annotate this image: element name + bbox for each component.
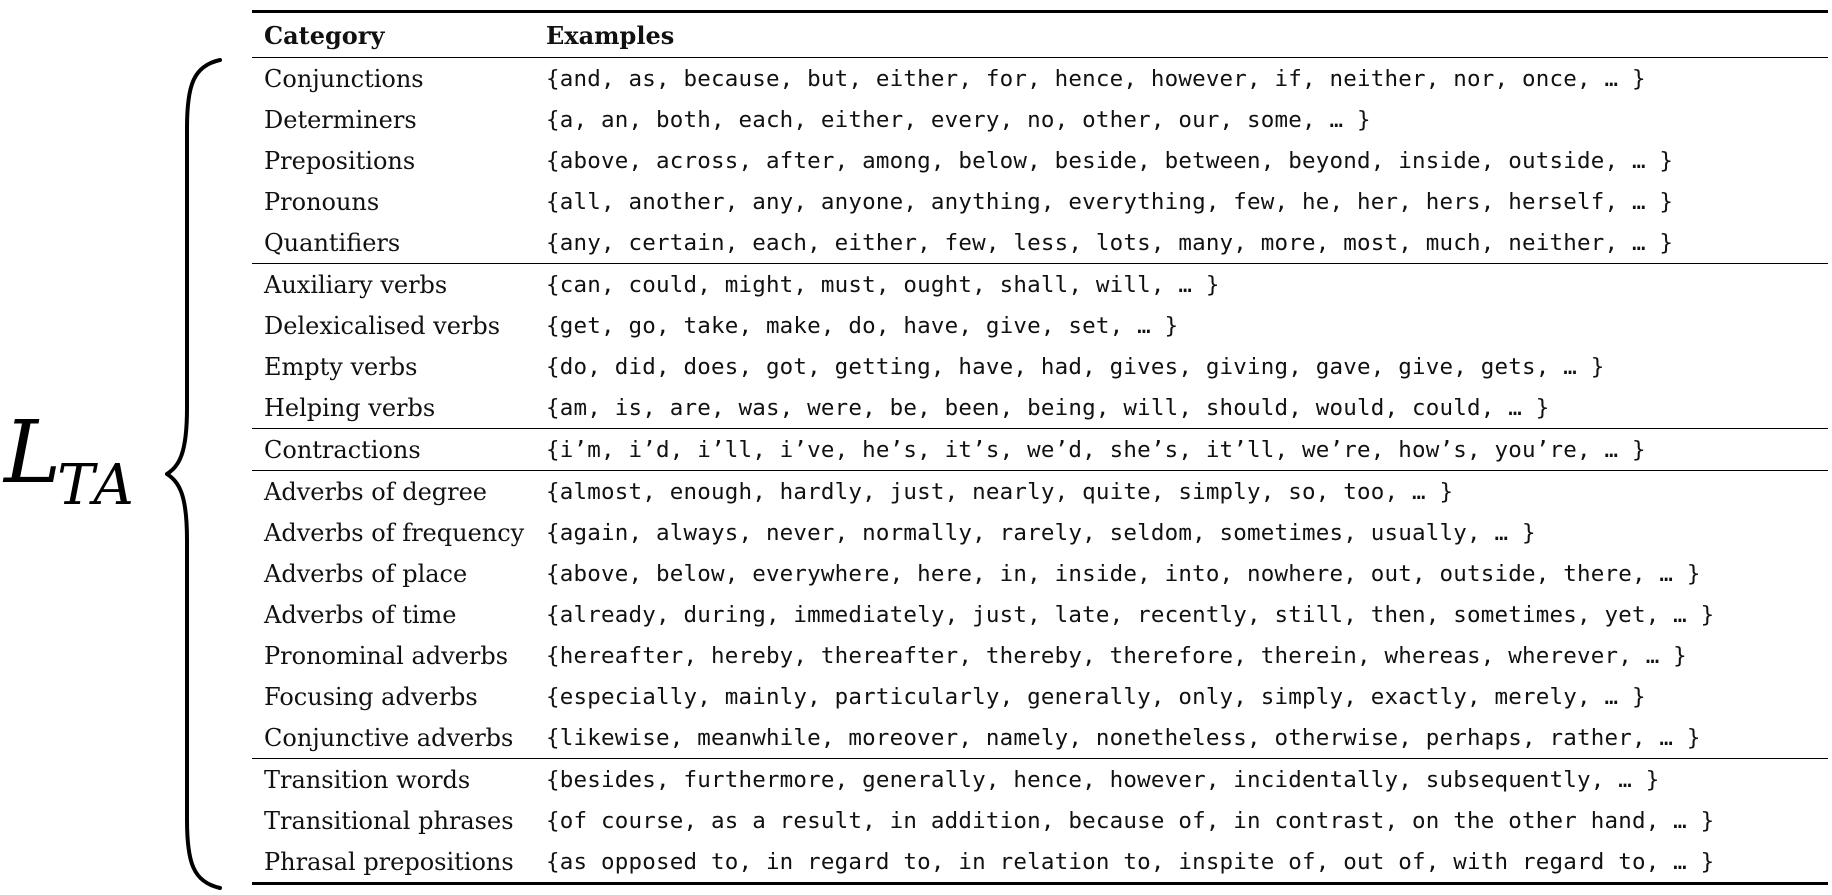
table-row: [252, 140, 1828, 181]
table-row: [252, 58, 1828, 100]
category-cell: Quantifiers: [264, 228, 401, 257]
table-row: [252, 635, 1828, 676]
left-brace: [165, 58, 225, 890]
examples-cell: {i’m, i’d, i’ll, i’ve, he’s, it’s, we’d, she’s, it’ll, we’re, how’s, you’re, … }: [534, 429, 1828, 471]
table-row: [252, 264, 1828, 306]
table-row: [252, 429, 1828, 471]
examples-cell: {get, go, take, make, do, have, give, set, … }: [546, 312, 1179, 339]
category-cell: Transition words: [252, 759, 534, 801]
examples-cell: {again, always, never, normally, rarely, seldom, sometimes, usually, … }: [546, 519, 1536, 546]
table-row: [252, 717, 1828, 759]
examples-cell: {all, another, any, anyone, anything, everything, few, he, her, hers, herself, … }: [546, 188, 1674, 215]
table-row: [252, 594, 1828, 635]
table-row: [252, 471, 1828, 513]
examples-cell: {do, did, does, got, getting, have, had, gives, giving, gave, give, gets, … }: [546, 353, 1605, 380]
table-row: [252, 800, 1828, 841]
category-cell: Delexicalised verbs: [264, 311, 501, 340]
table-row: [252, 222, 1828, 264]
category-cell: Determiners: [264, 105, 417, 134]
examples-cell: {and, as, because, but, either, for, hence, however, if, neither, nor, once, … }: [546, 65, 1646, 92]
table-row: [252, 553, 1828, 594]
table-row: [252, 305, 1828, 346]
table-row: [252, 387, 1828, 429]
table-row: [252, 181, 1828, 222]
category-cell: Conjunctions: [264, 64, 424, 93]
category-cell: Pronouns: [264, 187, 380, 216]
examples-cell: {especially, mainly, particularly, generally, only, simply, exactly, merely, … }: [546, 683, 1646, 710]
category-cell: Prepositions: [264, 146, 416, 175]
examples-cell: {almost, enough, hardly, just, nearly, quite, simply, so, too, … }: [534, 471, 1828, 513]
examples-cell: {any, certain, each, either, few, less, lots, many, more, most, much, neither, … }: [546, 229, 1674, 256]
category-cell: Adverbs of time: [264, 600, 457, 629]
table-row: [252, 759, 1828, 801]
category-cell: Auxiliary verbs: [252, 264, 534, 306]
table-row: [252, 512, 1828, 553]
table-row: [252, 841, 1828, 884]
category-cell: Helping verbs: [264, 393, 436, 422]
category-cell: Adverbs of place: [264, 559, 468, 588]
category-cell: Empty verbs: [264, 352, 418, 381]
examples-cell: {a, an, both, each, either, every, no, other, our, some, … }: [546, 106, 1371, 133]
table-row: [252, 99, 1828, 140]
set-label: [4, 403, 136, 518]
category-examples-table: [252, 10, 1828, 885]
examples-cell: {am, is, are, was, were, be, been, being, will, should, would, could, … }: [546, 394, 1550, 421]
examples-cell: {can, could, might, must, ought, shall, will, … }: [534, 264, 1828, 306]
examples-cell: {of course, as a result, in addition, because of, in contrast, on the other hand, … }: [546, 807, 1715, 834]
examples-cell: {likewise, meanwhile, moreover, namely, nonetheless, otherwise, perhaps, rather, … }: [546, 724, 1701, 751]
examples-cell: {besides, furthermore, generally, hence, however, incidentally, subsequently, … }: [534, 759, 1828, 801]
examples-cell: {above, below, everywhere, here, in, inside, into, nowhere, out, outside, there, … }: [546, 560, 1701, 587]
table-row: [252, 346, 1828, 387]
header-examples: Examples: [546, 20, 675, 50]
category-cell: Phrasal prepositions: [252, 841, 534, 884]
set-label-main: L: [4, 403, 62, 503]
examples-cell: {hereafter, hereby, thereafter, thereby, therefore, therein, whereas, wherever, … }: [546, 642, 1687, 669]
category-cell: Focusing adverbs: [264, 682, 478, 711]
examples-cell: {above, across, after, among, below, beside, between, beyond, inside, outside, … }: [546, 147, 1674, 174]
table-row: [252, 676, 1828, 717]
category-cell: Adverbs of frequency: [264, 518, 525, 547]
examples-cell: {already, during, immediately, just, late, recently, still, then, sometimes, yet, … }: [546, 601, 1715, 628]
category-cell: Conjunctive adverbs: [264, 723, 514, 752]
set-label-subscript: TA: [57, 453, 136, 518]
table-header-row: [252, 12, 1828, 58]
examples-cell: {as opposed to, in regard to, in relation to, inspite of, out of, with regard to, … }: [534, 841, 1828, 884]
category-cell: Pronominal adverbs: [264, 641, 509, 670]
category-cell: Contractions: [252, 429, 534, 471]
header-category: Category: [264, 20, 385, 50]
category-cell: Adverbs of degree: [252, 471, 534, 513]
category-cell: Transitional phrases: [264, 806, 514, 835]
